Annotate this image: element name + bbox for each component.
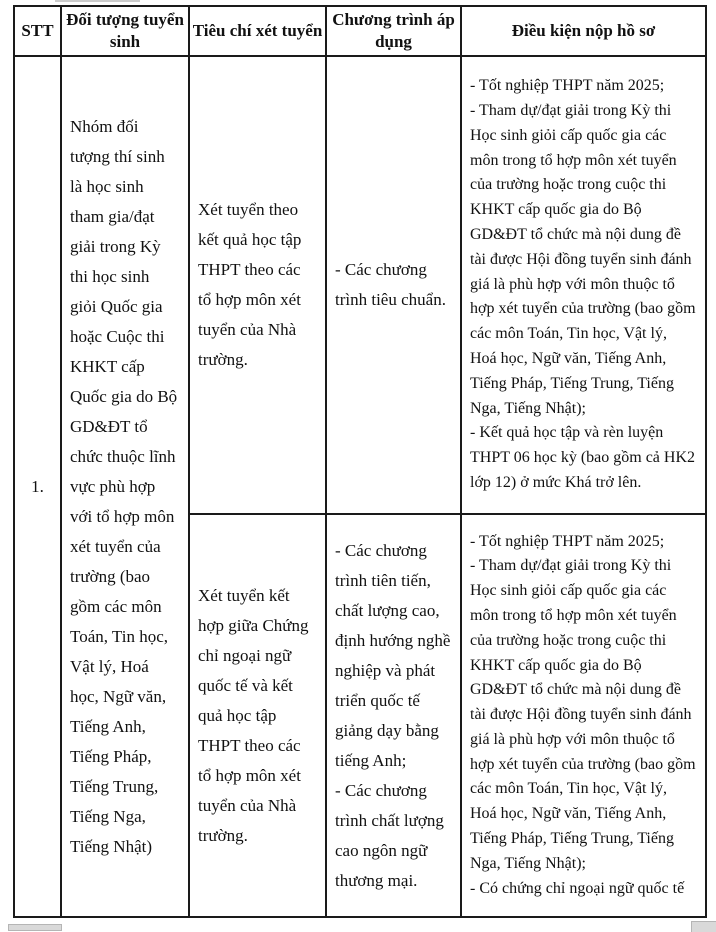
- dieu-kien-text-2: - Tốt nghiệp THPT năm 2025; - Tham dự/đạt giải trong Kỳ thi Học sinh giỏi cấp quốc gia các môn trong tổ hợp môn xét tuyển của trường hoặc trong cuộc thi KHKT cấp quốc gia do Bộ GD&ĐT tổ chức mà nội dung đề tài được Hội đồng tuyển sinh đánh giá là phù hợp với môn thuộc tổ hợp xét tuyển của trường (bao gồm các môn Toán, Tin học, Vật lý, Hoá học, Ngữ văn, Tiếng Anh, Tiếng Pháp, Tiếng Trung, Tiếng Nga, Tiếng Nhật); - Có chứng chỉ ngoại ngữ quốc tế: [470, 532, 696, 897]
- stt-value: 1.: [31, 476, 44, 496]
- cell-doi-tuong: [61, 56, 189, 917]
- cell-tieu-chi-1: [189, 56, 326, 514]
- col-header-chuong-trinh-ap-dung: Chương trình áp dụng: [326, 6, 461, 56]
- tieu-chi-text-2: Xét tuyển kết hợp giữa Chứng chỉ ngoại ngữ quốc tế và kết quả học tập THPT theo các tổ hợp môn xét tuyển của Nhà trường.: [198, 585, 309, 845]
- table-row: [14, 56, 706, 514]
- cell-chuong-trinh-2: [326, 514, 461, 917]
- ui-fragment-bottom-right: [691, 921, 716, 932]
- chuong-trinh-text-2: - Các chương trình tiên tiến, chất lượng cao, định hướng nghề nghiệp và phát triển quốc tế giảng dạy bằng tiếng Anh; - Các chương trình chất lượng cao ngôn ngữ thương mại.: [335, 540, 451, 890]
- cell-dieu-kien-2: [461, 514, 706, 917]
- col-header-stt: STT: [14, 6, 61, 56]
- col-header-doi-tuong-tuyen-sinh: Đối tượng tuyển sinh: [61, 6, 189, 56]
- cell-chuong-trinh-1: [326, 56, 461, 514]
- tieu-chi-text-1: Xét tuyển theo kết quả học tập THPT theo các tổ hợp môn xét tuyển của Nhà trường.: [198, 200, 302, 369]
- ui-fragment-bottom-left: [8, 924, 62, 931]
- cell-tieu-chi-2: [189, 514, 326, 917]
- chuong-trinh-text-1: - Các chương trình tiêu chuẩn.: [335, 260, 446, 309]
- header-row: [14, 6, 706, 56]
- admission-criteria-table: [13, 5, 707, 918]
- doi-tuong-text: Nhóm đối tượng thí sinh là học sinh tham gia/đạt giải trong Kỳ thi học sinh giỏi Quốc gia hoặc Cuộc thi KHKT cấp Quốc gia do Bộ GD&ĐT tổ chức thuộc lĩnh vực phù hợp với tổ hợp môn xét tuyển của trường (bao gồm các môn Toán, Tin học, Vật lý, Hoá học, Ngữ văn, Tiếng Anh, Tiếng Pháp, Tiếng Trung, Tiếng Nga, Tiếng Nhật): [70, 116, 178, 856]
- cell-dieu-kien-1: [461, 56, 706, 514]
- cell-stt: [14, 56, 61, 917]
- col-header-tieu-chi-xet-tuyen: Tiêu chí xét tuyển: [189, 6, 326, 56]
- dieu-kien-text-1: - Tốt nghiệp THPT năm 2025; - Tham dự/đạt giải trong Kỳ thi Học sinh giỏi cấp quốc gia các môn trong tổ hợp môn xét tuyển của trường hoặc trong cuộc thi KHKT cấp quốc gia do Bộ GD&ĐT tổ chức mà nội dung đề tài được Hội đồng tuyển sinh đánh giá là phù hợp với môn thuộc tổ hợp xét tuyển của trường (bao gồm các môn Toán, Tin học, Vật lý, Hoá học, Ngữ văn, Tiếng Anh, Tiếng Pháp, Tiếng Trung, Tiếng Nga, Tiếng Nhật); - Kết quả học tập và rèn luyện THPT 06 học kỳ (bao gồm cả HK2 lớp 12) ở mức Khá trở lên.: [470, 77, 696, 491]
- ui-fragment-top-edge: [55, 0, 140, 2]
- col-header-dieu-kien-nop-ho-so: Điều kiện nộp hồ sơ: [461, 6, 706, 56]
